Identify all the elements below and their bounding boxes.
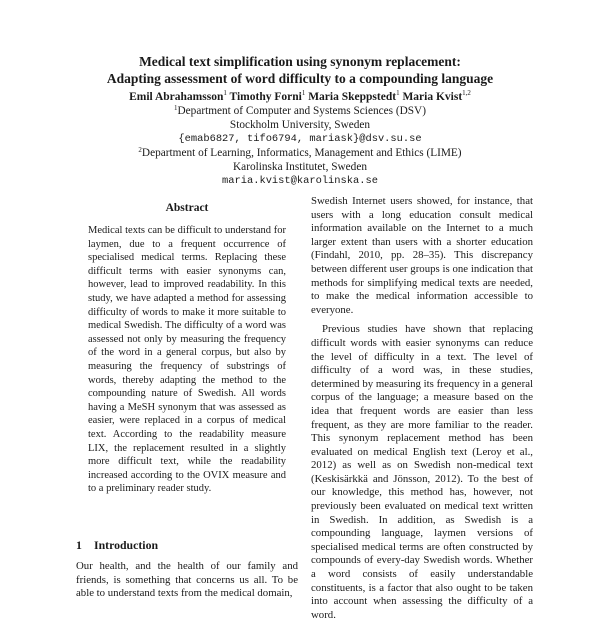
affiliation-1-university: Stockholm University, Sweden (229, 119, 371, 131)
affiliation-2-department: $^2$Department of Learning, Informatics, Management and Ethics (LIME) (138, 146, 462, 159)
body-paragraph: Previous studies have shown that replacing difficult words with easier synonyms can reduce the level of difficulty in a text. The level of difficulty of a word was, in these studies, determined by measuring its frequency in a general corpus of the language; a measure based on the idea that frequent words are easier than less frequent, as they are more familiar to the reader. This synonym replacement method has been evaluated on medical English text (Leroy et al., 2012) as well as on Swedish non-medical text (Keskisärkkä and Jönsson, 2012). To the best of our knowledge, this method has, however, not previously been evaluated on medical text written in Swedish. In addition, as Swedish is a compounding language, laymen versions of specialised medical terms are often constructed by compounds of every-day Swedish words. Whether a word consists of easily understandable constituents, is a factor that also ought to be taken into account when assessing the difficulty of a word. (311, 323, 533, 621)
author-affiliation-mark: 1 (223, 89, 227, 97)
author-name: Timothy Forni (229, 91, 302, 103)
affiliation-2-email[interactable]: maria.kvist@karolinska.se (222, 175, 378, 187)
body-paragraph: Swedish Internet users showed, for instance, that users with a long education consult medical information available on the Internet to a much larger extent than users with a shorter education (Findahl, 2010, pp. 28–35). This discrepancy between different user groups is one indication that methods for simplifying medical texts are needed, to make the medical information accessible to everyone. (311, 195, 533, 316)
affiliation-1-email[interactable]: {emab6827, tifo6794, mariask}@dsv.su.se (178, 133, 422, 145)
section-title: Introduction (94, 538, 159, 552)
author-name: Maria Skeppstedt (308, 91, 397, 103)
paper-title-line-1: Medical text simplification using synonym replacement: (139, 54, 461, 69)
section-number: 1 (76, 538, 82, 552)
affiliation-2-university: Karolinska Institutet, Sweden (233, 161, 367, 173)
right-column (311, 195, 533, 622)
author-affiliation-mark: 1 (301, 89, 306, 97)
affiliation-mark: 1 (174, 104, 178, 112)
affiliation-1-department: $^1$Department of Computer and Systems Sciences (DSV) (174, 104, 426, 117)
author-name: Maria Kvist (402, 91, 463, 103)
introduction-text: Our health, and the health of our family and friends, is something that concerns us all. To be able to understand texts from the medical domain, (76, 560, 298, 600)
abstract-text: Medical texts can be difficult to understand for laymen, due to a frequent occurrence of specialised medical terms. Replacing these difficult terms with easier synonyms can, however, lead to improved readability. In this study, we have adapted a method for assessing difficulty of words to make it more suitable to medical Swedish. The difficulty of a word was assessed not only by measuring the frequency of the word in a general corpus, but also by measuring the frequency of substrings of words, thereby adapting the method to the compounding nature of Swedish. All words having a MeSH synonym that was assessed as easier, were replaced in a corpus of medical text. According to the readability measure LIX, the replacement resulted in a slightly more difficult text, while the readability increased according to the OVIX measure and to a preliminary reader study. (88, 225, 286, 495)
author-list (40, 91, 560, 104)
affiliation-mark: 2 (138, 146, 142, 154)
author-affiliation-mark: 1 (396, 89, 400, 97)
author-affiliation-mark: 1,2 (462, 89, 471, 97)
author-name: Emil Abrahamsson (129, 91, 224, 103)
paper-title-line-2: Adapting assessment of word difficulty to a compounding language (106, 71, 494, 86)
section-heading-introduction (76, 538, 158, 553)
abstract-heading: Abstract (165, 202, 209, 214)
